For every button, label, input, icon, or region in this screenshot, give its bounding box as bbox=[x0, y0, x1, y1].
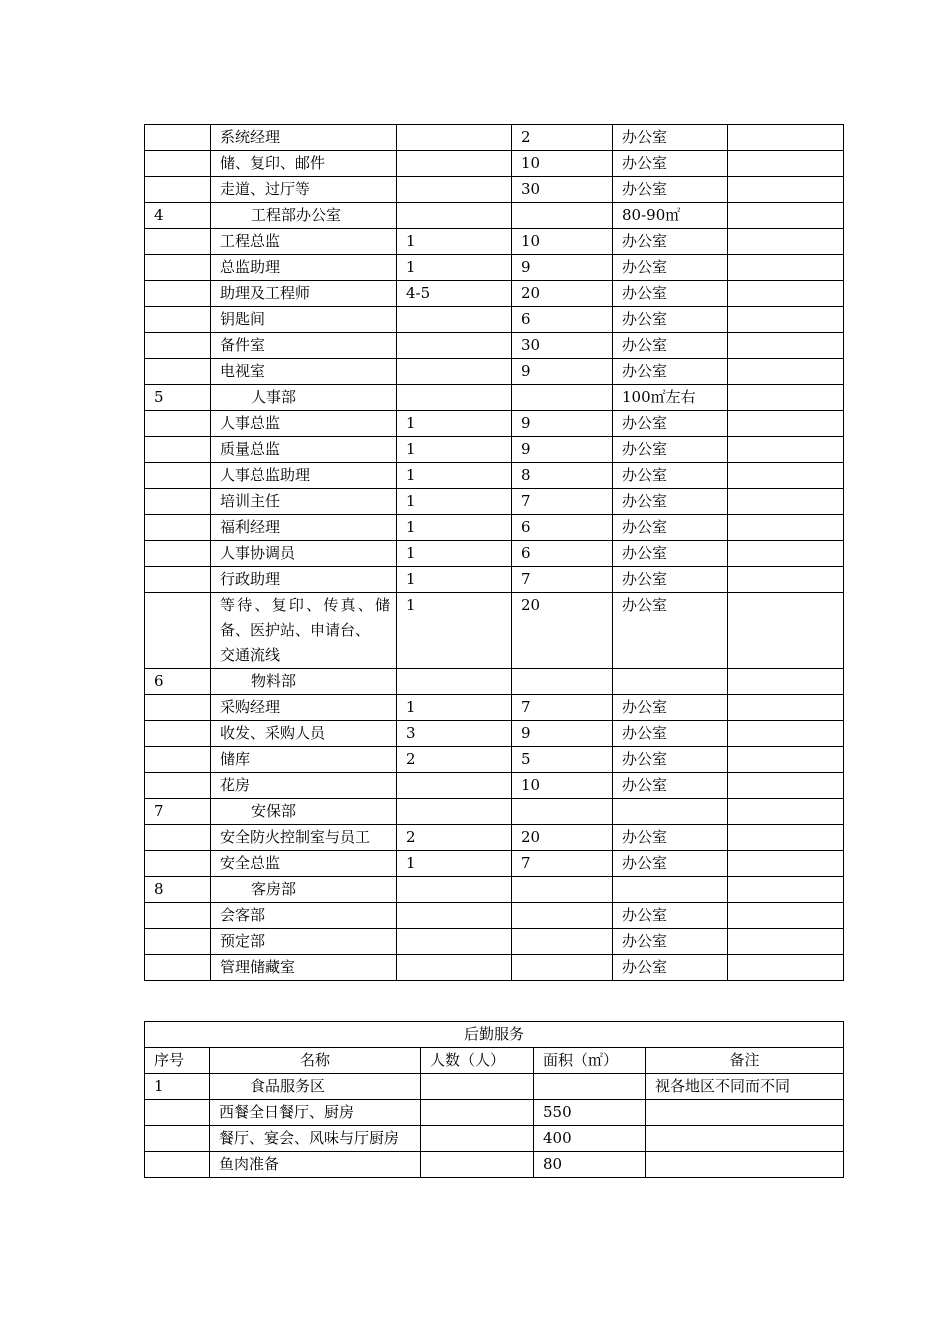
cell-no: 8 bbox=[145, 877, 211, 903]
logistics-table bbox=[144, 1021, 844, 1178]
cell-note bbox=[728, 773, 844, 799]
cell-count bbox=[397, 955, 512, 981]
cell-area: 9 bbox=[512, 437, 613, 463]
cell-no bbox=[145, 489, 211, 515]
cell-note bbox=[728, 203, 844, 229]
cell-area: 10 bbox=[512, 773, 613, 799]
cell-note bbox=[728, 437, 844, 463]
cell-area: 6 bbox=[512, 541, 613, 567]
cell-note bbox=[728, 177, 844, 203]
cell-use: 80-90㎡ bbox=[613, 203, 728, 229]
cell-use: 办公室 bbox=[613, 567, 728, 593]
cell-no bbox=[145, 851, 211, 877]
table-row bbox=[145, 1152, 844, 1178]
table-row bbox=[145, 359, 844, 385]
cell-use: 办公室 bbox=[613, 747, 728, 773]
table-row bbox=[145, 695, 844, 721]
table-row bbox=[145, 385, 844, 411]
cell-name: 人事总监 bbox=[211, 411, 397, 437]
cell-no bbox=[145, 281, 211, 307]
cell-count: 2 bbox=[397, 825, 512, 851]
cell-name: 安保部 bbox=[211, 799, 397, 825]
table-row bbox=[145, 721, 844, 747]
cell-no bbox=[145, 929, 211, 955]
cell-note bbox=[728, 307, 844, 333]
table-row bbox=[145, 307, 844, 333]
cell-name: 储、复印、邮件 bbox=[211, 151, 397, 177]
cell-area bbox=[512, 877, 613, 903]
cell-use: 办公室 bbox=[613, 851, 728, 877]
cell-name: 管理储藏室 bbox=[211, 955, 397, 981]
cell-name: 人事总监助理 bbox=[211, 463, 397, 489]
cell-area bbox=[512, 799, 613, 825]
cell-note bbox=[728, 799, 844, 825]
cell-note bbox=[728, 567, 844, 593]
cell-note bbox=[728, 281, 844, 307]
cell-count bbox=[397, 669, 512, 695]
cell-area: 30 bbox=[512, 333, 613, 359]
cell-use: 办公室 bbox=[613, 359, 728, 385]
table-row bbox=[145, 567, 844, 593]
cell-use: 办公室 bbox=[613, 411, 728, 437]
table-row bbox=[145, 151, 844, 177]
cell-no bbox=[145, 463, 211, 489]
cell-use bbox=[613, 799, 728, 825]
table-row bbox=[145, 1126, 844, 1152]
cell-use: 办公室 bbox=[613, 695, 728, 721]
cell-area: 6 bbox=[512, 307, 613, 333]
table-row bbox=[145, 255, 844, 281]
cell-use: 办公室 bbox=[613, 281, 728, 307]
cell-count: 3 bbox=[397, 721, 512, 747]
cell-use bbox=[613, 669, 728, 695]
cell-name: 系统经理 bbox=[211, 125, 397, 151]
cell-name: 工程总监 bbox=[211, 229, 397, 255]
cell-count bbox=[397, 177, 512, 203]
header-note: 备注 bbox=[646, 1048, 844, 1074]
cell-count: 1 bbox=[397, 851, 512, 877]
cell-count bbox=[397, 799, 512, 825]
cell-count: 1 bbox=[397, 515, 512, 541]
cell-no: 5 bbox=[145, 385, 211, 411]
cell-area bbox=[512, 385, 613, 411]
cell-name: 会客部 bbox=[211, 903, 397, 929]
cell-area: 8 bbox=[512, 463, 613, 489]
cell-note bbox=[728, 747, 844, 773]
cell-area: 20 bbox=[512, 281, 613, 307]
cell-use: 办公室 bbox=[613, 593, 728, 669]
header-count: 人数（人） bbox=[421, 1048, 534, 1074]
cell-use: 办公室 bbox=[613, 463, 728, 489]
table-row bbox=[145, 411, 844, 437]
cell-no bbox=[145, 593, 211, 669]
table-row bbox=[145, 203, 844, 229]
cell-note bbox=[728, 411, 844, 437]
cell-use: 办公室 bbox=[613, 903, 728, 929]
cell-use: 办公室 bbox=[613, 255, 728, 281]
logistics-title-row bbox=[145, 1022, 844, 1048]
logistics-title: 后勤服务 bbox=[145, 1022, 844, 1048]
cell-no: 1 bbox=[145, 1074, 210, 1100]
cell-no bbox=[145, 229, 211, 255]
cell-no: 6 bbox=[145, 669, 211, 695]
cell-no bbox=[145, 955, 211, 981]
cell-area: 10 bbox=[512, 229, 613, 255]
cell-count bbox=[397, 125, 512, 151]
cell-name: 鱼肉准备 bbox=[210, 1152, 421, 1178]
cell-count: 1 bbox=[397, 411, 512, 437]
cell-name: 钥匙间 bbox=[211, 307, 397, 333]
table-row bbox=[145, 489, 844, 515]
cell-area: 6 bbox=[512, 515, 613, 541]
table-row bbox=[145, 955, 844, 981]
cell-no bbox=[145, 359, 211, 385]
cell-use: 办公室 bbox=[613, 177, 728, 203]
cell-note bbox=[728, 541, 844, 567]
cell-name: 等待、复印、传真、储备、医护站、申请台、 交通流线 bbox=[211, 593, 397, 669]
cell-name: 西餐全日餐厅、厨房 bbox=[210, 1100, 421, 1126]
cell-name: 工程部办公室 bbox=[211, 203, 397, 229]
cell-name: 安全防火控制室与员工 bbox=[211, 825, 397, 851]
cell-area: 400 bbox=[534, 1126, 646, 1152]
cell-name: 行政助理 bbox=[211, 567, 397, 593]
cell-count bbox=[397, 929, 512, 955]
cell-count: 1 bbox=[397, 593, 512, 669]
cell-area: 2 bbox=[512, 125, 613, 151]
table-row bbox=[145, 929, 844, 955]
cell-count: 4-5 bbox=[397, 281, 512, 307]
cell-no bbox=[145, 177, 211, 203]
cell-no bbox=[145, 747, 211, 773]
cell-count: 1 bbox=[397, 255, 512, 281]
cell-note bbox=[728, 359, 844, 385]
cell-name: 客房部 bbox=[211, 877, 397, 903]
cell-count: 1 bbox=[397, 437, 512, 463]
cell-use: 办公室 bbox=[613, 437, 728, 463]
cell-note bbox=[728, 489, 844, 515]
cell-area: 550 bbox=[534, 1100, 646, 1126]
table-row bbox=[145, 903, 844, 929]
cell-count bbox=[397, 877, 512, 903]
cell-area bbox=[512, 929, 613, 955]
cell-area bbox=[512, 669, 613, 695]
cell-note bbox=[728, 255, 844, 281]
cell-count bbox=[397, 151, 512, 177]
cell-note bbox=[728, 669, 844, 695]
cell-name: 餐厅、宴会、风味与厅厨房 bbox=[210, 1126, 421, 1152]
table-row bbox=[145, 437, 844, 463]
header-name: 名称 bbox=[210, 1048, 421, 1074]
cell-note bbox=[646, 1152, 844, 1178]
cell-count bbox=[421, 1074, 534, 1100]
cell-use: 办公室 bbox=[613, 489, 728, 515]
table-row bbox=[145, 851, 844, 877]
cell-no bbox=[145, 721, 211, 747]
cell-note bbox=[728, 463, 844, 489]
cell-count: 1 bbox=[397, 463, 512, 489]
cell-name: 质量总监 bbox=[211, 437, 397, 463]
table-row bbox=[145, 669, 844, 695]
cell-use: 办公室 bbox=[613, 125, 728, 151]
cell-area: 9 bbox=[512, 721, 613, 747]
cell-no bbox=[145, 541, 211, 567]
cell-no bbox=[145, 515, 211, 541]
table-row bbox=[145, 1074, 844, 1100]
cell-name: 储库 bbox=[211, 747, 397, 773]
cell-area: 7 bbox=[512, 851, 613, 877]
cell-no bbox=[145, 333, 211, 359]
table-row bbox=[145, 541, 844, 567]
table-row bbox=[145, 229, 844, 255]
cell-area: 20 bbox=[512, 825, 613, 851]
cell-use: 办公室 bbox=[613, 929, 728, 955]
cell-no bbox=[145, 437, 211, 463]
cell-use: 办公室 bbox=[613, 773, 728, 799]
cell-area: 20 bbox=[512, 593, 613, 669]
cell-no bbox=[145, 255, 211, 281]
cell-count bbox=[397, 903, 512, 929]
cell-note bbox=[728, 229, 844, 255]
cell-name: 预定部 bbox=[211, 929, 397, 955]
rooms-table bbox=[144, 124, 844, 981]
cell-count bbox=[397, 203, 512, 229]
table-row bbox=[145, 1100, 844, 1126]
cell-count bbox=[397, 307, 512, 333]
table-row bbox=[145, 281, 844, 307]
cell-use: 100㎡左右 bbox=[613, 385, 728, 411]
cell-area: 7 bbox=[512, 567, 613, 593]
table-row bbox=[145, 799, 844, 825]
cell-note bbox=[728, 825, 844, 851]
cell-note bbox=[728, 721, 844, 747]
cell-name: 人事协调员 bbox=[211, 541, 397, 567]
cell-no bbox=[145, 567, 211, 593]
cell-no bbox=[145, 773, 211, 799]
cell-note bbox=[728, 877, 844, 903]
cell-no bbox=[145, 903, 211, 929]
cell-count: 1 bbox=[397, 567, 512, 593]
cell-no bbox=[145, 1100, 210, 1126]
cell-note bbox=[728, 593, 844, 669]
cell-name: 人事部 bbox=[211, 385, 397, 411]
cell-use: 办公室 bbox=[613, 721, 728, 747]
cell-note bbox=[728, 955, 844, 981]
cell-use: 办公室 bbox=[613, 333, 728, 359]
cell-no: 4 bbox=[145, 203, 211, 229]
cell-area: 9 bbox=[512, 411, 613, 437]
cell-use bbox=[613, 877, 728, 903]
cell-area: 5 bbox=[512, 747, 613, 773]
cell-use: 办公室 bbox=[613, 229, 728, 255]
cell-use: 办公室 bbox=[613, 541, 728, 567]
cell-area: 30 bbox=[512, 177, 613, 203]
cell-count bbox=[397, 773, 512, 799]
cell-note bbox=[728, 903, 844, 929]
cell-note bbox=[728, 851, 844, 877]
cell-no bbox=[145, 411, 211, 437]
cell-count: 2 bbox=[397, 747, 512, 773]
cell-name: 收发、采购人员 bbox=[211, 721, 397, 747]
cell-no bbox=[145, 825, 211, 851]
cell-name: 采购经理 bbox=[211, 695, 397, 721]
cell-area: 9 bbox=[512, 255, 613, 281]
cell-note: 视各地区不同而不同 bbox=[646, 1074, 844, 1100]
logistics-header-row bbox=[145, 1048, 844, 1074]
cell-name: 食品服务区 bbox=[210, 1074, 421, 1100]
cell-area bbox=[512, 203, 613, 229]
cell-area: 10 bbox=[512, 151, 613, 177]
table-row bbox=[145, 333, 844, 359]
cell-name: 走道、过厅等 bbox=[211, 177, 397, 203]
cell-note bbox=[728, 515, 844, 541]
table-row bbox=[145, 877, 844, 903]
cell-use: 办公室 bbox=[613, 307, 728, 333]
cell-area: 7 bbox=[512, 695, 613, 721]
cell-no bbox=[145, 307, 211, 333]
logistics-table-body bbox=[145, 1074, 844, 1178]
cell-note bbox=[646, 1100, 844, 1126]
cell-count bbox=[421, 1152, 534, 1178]
cell-use: 办公室 bbox=[613, 825, 728, 851]
cell-no bbox=[145, 125, 211, 151]
cell-count bbox=[397, 359, 512, 385]
cell-count bbox=[421, 1126, 534, 1152]
cell-name: 助理及工程师 bbox=[211, 281, 397, 307]
table-row bbox=[145, 463, 844, 489]
cell-note bbox=[728, 385, 844, 411]
rooms-table-body bbox=[145, 125, 844, 981]
cell-count bbox=[397, 333, 512, 359]
cell-note bbox=[728, 333, 844, 359]
cell-count bbox=[397, 385, 512, 411]
cell-name: 物料部 bbox=[211, 669, 397, 695]
table-row bbox=[145, 825, 844, 851]
cell-area: 80 bbox=[534, 1152, 646, 1178]
cell-count: 1 bbox=[397, 229, 512, 255]
cell-no bbox=[145, 151, 211, 177]
cell-no: 7 bbox=[145, 799, 211, 825]
cell-note bbox=[728, 695, 844, 721]
cell-no bbox=[145, 1126, 210, 1152]
cell-area bbox=[534, 1074, 646, 1100]
table-row bbox=[145, 773, 844, 799]
cell-area: 9 bbox=[512, 359, 613, 385]
cell-name: 花房 bbox=[211, 773, 397, 799]
table-row bbox=[145, 177, 844, 203]
table-row bbox=[145, 593, 844, 669]
cell-name: 电视室 bbox=[211, 359, 397, 385]
cell-use: 办公室 bbox=[613, 955, 728, 981]
table-row bbox=[145, 747, 844, 773]
header-no: 序号 bbox=[145, 1048, 210, 1074]
cell-name: 福利经理 bbox=[211, 515, 397, 541]
cell-note bbox=[646, 1126, 844, 1152]
cell-count: 1 bbox=[397, 489, 512, 515]
cell-count: 1 bbox=[397, 541, 512, 567]
cell-use: 办公室 bbox=[613, 151, 728, 177]
cell-note bbox=[728, 929, 844, 955]
cell-count bbox=[421, 1100, 534, 1126]
cell-name: 培训主任 bbox=[211, 489, 397, 515]
cell-no bbox=[145, 695, 211, 721]
cell-note bbox=[728, 151, 844, 177]
cell-name: 安全总监 bbox=[211, 851, 397, 877]
cell-name: 备件室 bbox=[211, 333, 397, 359]
cell-note bbox=[728, 125, 844, 151]
cell-name: 总监助理 bbox=[211, 255, 397, 281]
cell-area bbox=[512, 955, 613, 981]
cell-use: 办公室 bbox=[613, 515, 728, 541]
table-row bbox=[145, 125, 844, 151]
cell-count: 1 bbox=[397, 695, 512, 721]
cell-no bbox=[145, 1152, 210, 1178]
header-area: 面积（㎡） bbox=[534, 1048, 646, 1074]
table-row bbox=[145, 515, 844, 541]
cell-area bbox=[512, 903, 613, 929]
cell-area: 7 bbox=[512, 489, 613, 515]
